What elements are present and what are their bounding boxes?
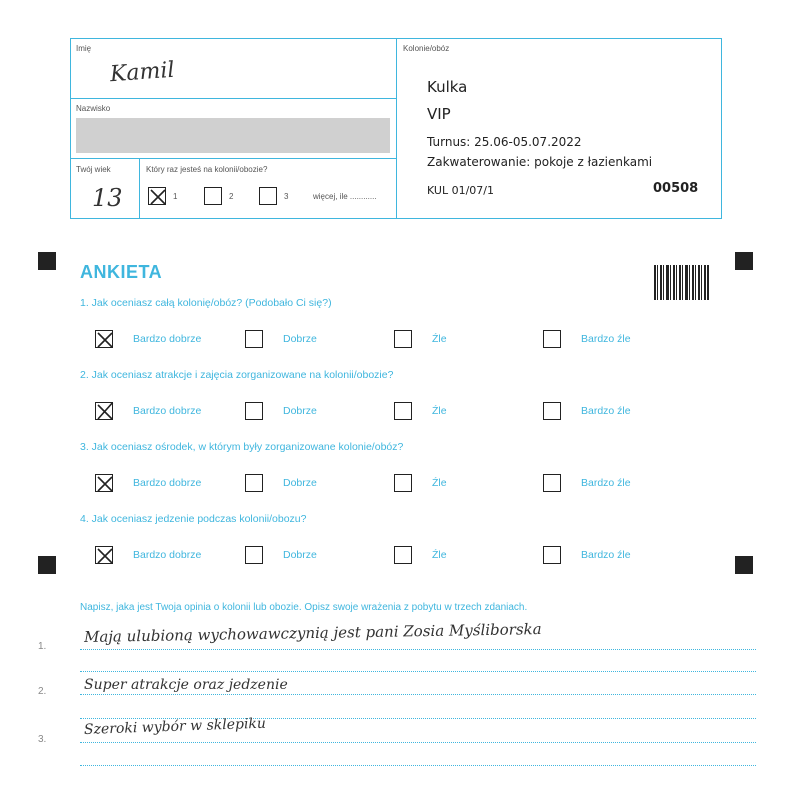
opinion-line-3-number: 3. — [38, 734, 47, 745]
question-4: 4. Jak oceniasz jedzenie podczas kolonii/obozu? — [80, 513, 307, 525]
q1-bardzo-zle-label: Bardzo źle — [581, 333, 631, 345]
survey-title: ANKIETA — [80, 262, 163, 282]
q2-zle-label: Źle — [432, 405, 447, 417]
imie-value: Kamil — [109, 57, 176, 88]
q1-dobrze-checkbox[interactable] — [245, 330, 263, 348]
q3-zle-checkbox[interactable] — [394, 474, 412, 492]
q2-bardzo-dobrze-label: Bardzo dobrze — [133, 405, 202, 417]
visit-3-label: 3 — [284, 192, 289, 201]
registration-marker-top-left — [38, 252, 56, 270]
q3-zle-label: Źle — [432, 477, 447, 489]
q1-dobrze-label: Dobrze — [283, 333, 317, 345]
opinion-line-1b-rule — [80, 671, 756, 672]
check-x-icon — [96, 475, 114, 493]
visit-2-checkbox[interactable] — [204, 187, 222, 205]
q3-dobrze-checkbox[interactable] — [245, 474, 263, 492]
opinion-line-2-text[interactable]: Super atrakcje oraz jedzenie — [84, 677, 288, 693]
wiecej-label: więcej, ile ............ — [313, 192, 377, 201]
opinion-line-3-text[interactable]: Szeroki wybór w sklepiku — [83, 715, 267, 738]
opinion-line-1-text[interactable]: Mają ulubioną wychowawczynią jest pani Zosia Myśliborska — [83, 620, 542, 646]
q4-bardzo-dobrze-label: Bardzo dobrze — [133, 549, 202, 561]
question-2: 2. Jak oceniasz atrakcje i zajęcia zorganizowane na kolonii/obozie? — [80, 369, 394, 381]
visit-2-label: 2 — [229, 192, 234, 201]
opinion-line-1-rule — [80, 649, 756, 650]
q3-bardzo-dobrze-checkbox[interactable] — [95, 474, 113, 492]
imie-label: Imię — [76, 44, 92, 53]
check-x-icon — [96, 331, 114, 349]
q3-bardzo-zle-label: Bardzo źle — [581, 477, 631, 489]
code: KUL 01/07/1 — [427, 184, 494, 197]
opinion-line-3b-rule — [80, 765, 756, 766]
q1-bardzo-dobrze-checkbox[interactable] — [95, 330, 113, 348]
opinion-line-3-rule — [80, 742, 756, 743]
q4-bardzo-zle-label: Bardzo źle — [581, 549, 631, 561]
q3-bardzo-dobrze-label: Bardzo dobrze — [133, 477, 202, 489]
redacted-surname — [76, 118, 390, 153]
kolonie-label: Kolonie/obóz — [403, 44, 450, 53]
wiek-label: Twój wiek — [76, 165, 111, 174]
check-x-icon — [96, 547, 114, 565]
camp-type: VIP — [427, 105, 451, 123]
registration-marker-mid-right — [735, 556, 753, 574]
visit-3-checkbox[interactable] — [259, 187, 277, 205]
registration-marker-mid-left — [38, 556, 56, 574]
q4-bardzo-dobrze-checkbox[interactable] — [95, 546, 113, 564]
registration-marker-top-right — [735, 252, 753, 270]
wiek-value: 13 — [92, 184, 123, 212]
check-x-icon — [149, 188, 167, 206]
q4-zle-label: Źle — [432, 549, 447, 561]
q4-dobrze-label: Dobrze — [283, 549, 317, 561]
visit-1-label: 1 — [173, 192, 178, 201]
q4-dobrze-checkbox[interactable] — [245, 546, 263, 564]
opinion-line-1-number: 1. — [38, 641, 47, 652]
q3-dobrze-label: Dobrze — [283, 477, 317, 489]
question-3: 3. Jak oceniasz ośrodek, w którym były zorganizowane kolonie/obóz? — [80, 441, 404, 453]
q2-bardzo-zle-label: Bardzo źle — [581, 405, 631, 417]
question-1: 1. Jak oceniasz całą kolonię/obóz? (Podobało Ci się?) — [80, 297, 332, 309]
q2-dobrze-checkbox[interactable] — [245, 402, 263, 420]
barcode — [654, 265, 710, 300]
zakwaterowanie: Zakwaterowanie: pokoje z łazienkami — [427, 155, 653, 169]
opinion-line-2-rule — [80, 694, 756, 695]
ktory-raz-label: Który raz jesteś na kolonii/obozie? — [146, 165, 268, 174]
opinion-prompt: Napisz, jaka jest Twoja opinia o kolonii lub obozie. Opisz swoje wrażenia z pobytu w trzech zdaniach. — [80, 602, 528, 613]
q4-bardzo-zle-checkbox[interactable] — [543, 546, 561, 564]
q4-zle-checkbox[interactable] — [394, 546, 412, 564]
q2-bardzo-dobrze-checkbox[interactable] — [95, 402, 113, 420]
q1-bardzo-zle-checkbox[interactable] — [543, 330, 561, 348]
q2-dobrze-label: Dobrze — [283, 405, 317, 417]
q1-bardzo-dobrze-label: Bardzo dobrze — [133, 333, 202, 345]
opinion-line-2-number: 2. — [38, 686, 47, 697]
q1-zle-checkbox[interactable] — [394, 330, 412, 348]
camp-name: Kulka — [427, 78, 468, 96]
q3-bardzo-zle-checkbox[interactable] — [543, 474, 561, 492]
turnus: Turnus: 25.06-05.07.2022 — [427, 135, 582, 149]
nazwisko-label: Nazwisko — [76, 104, 111, 113]
q1-zle-label: Źle — [432, 333, 447, 345]
visit-1-checkbox[interactable] — [148, 187, 166, 205]
q2-bardzo-zle-checkbox[interactable] — [543, 402, 561, 420]
form-number: 00508 — [653, 181, 699, 196]
q2-zle-checkbox[interactable] — [394, 402, 412, 420]
check-x-icon — [96, 403, 114, 421]
